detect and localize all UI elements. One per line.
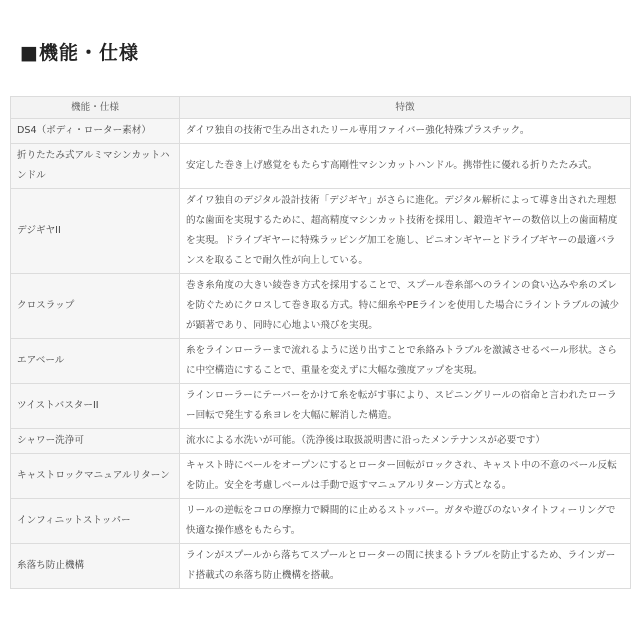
table-row	[11, 119, 631, 144]
table-row	[11, 499, 631, 544]
feature-cell: インフィニットストッパー	[11, 499, 180, 544]
header-feature: 機能・仕様	[11, 97, 180, 119]
table-row	[11, 339, 631, 384]
feature-cell: 折りたたみ式アルミマシンカットハンドル	[11, 144, 180, 189]
feature-cell: エアベール	[11, 339, 180, 384]
table-row	[11, 189, 631, 274]
table-row	[11, 274, 631, 339]
feature-cell: デジギヤII	[11, 189, 180, 274]
description-cell: ダイワ独自のデジタル設計技術「デジギヤ」がさらに進化。デジタル解析によって導き出された理想的な歯面を実現するために、超高精度マシンカット技術を採用し、鍛造ギヤーの数倍以上の歯面精度を実現。ドライブギヤーに特殊ラッピング加工を施し、ピニオンギヤーとドライブギヤーの最適バランスを取ることで耐久性が向上している。	[180, 189, 631, 274]
feature-cell: DS4（ボディ・ローター素材）	[11, 119, 180, 144]
feature-cell: 糸落ち防止機構	[11, 544, 180, 589]
feature-cell: シャワー洗浄可	[11, 429, 180, 454]
table-row	[11, 454, 631, 499]
description-cell: ダイワ独自の技術で生み出されたリール専用ファイバー強化特殊プラスチック。	[180, 119, 631, 144]
description-cell: 糸をラインローラーまで流れるように送り出すことで糸絡みトラブルを激減させるベール形状。さらに中空構造にすることで、重量を変えずに大幅な強度アップを実現。	[180, 339, 631, 384]
table-row	[11, 544, 631, 589]
description-cell: 安定した巻き上げ感覚をもたらす高剛性マシンカットハンドル。携帯性に優れる折りたたみ式。	[180, 144, 631, 189]
table-row	[11, 384, 631, 429]
description-cell: リールの逆転をコロの摩擦力で瞬間的に止めるストッパー。ガタや遊びのないタイトフィーリングで快適な操作感をもたらす。	[180, 499, 631, 544]
spec-table	[10, 96, 631, 589]
section-title: ■機能・仕様	[20, 42, 139, 64]
table-header-row	[11, 97, 631, 119]
table-row	[11, 429, 631, 454]
description-cell: 巻き糸角度の大きい綾巻き方式を採用することで、スプール巻糸部へのラインの食い込みや糸のズレを防ぐためにクロスして巻き取る方式。特に細糸やPEラインを使用した場合にライントラブルの減少が顕著であり、同時に心地よい飛びを実現。	[180, 274, 631, 339]
header-description: 特徴	[180, 97, 631, 119]
description-cell: ラインローラーにテーパーをかけて糸を転がす事により、スピニングリールの宿命と言われたローラー回転で発生する糸ヨレを大幅に解消した構造。	[180, 384, 631, 429]
description-cell: 流水による水洗いが可能。（洗浄後は取扱説明書に沿ったメンテナンスが必要です）	[180, 429, 631, 454]
feature-cell: キャストロックマニュアルリターン	[11, 454, 180, 499]
description-cell: キャスト時にベールをオープンにするとローター回転がロックされ、キャスト中の不意のベール反転を防止。安全を考慮しベールは手動で返すマニュアルリターン方式となる。	[180, 454, 631, 499]
table-row	[11, 144, 631, 189]
feature-cell: ツイストバスターII	[11, 384, 180, 429]
description-cell: ラインがスプールから落ちてスプールとローターの間に挟まるトラブルを防止するため、ラインガード搭載式の糸落ち防止機構を搭載。	[180, 544, 631, 589]
feature-cell: クロスラップ	[11, 274, 180, 339]
